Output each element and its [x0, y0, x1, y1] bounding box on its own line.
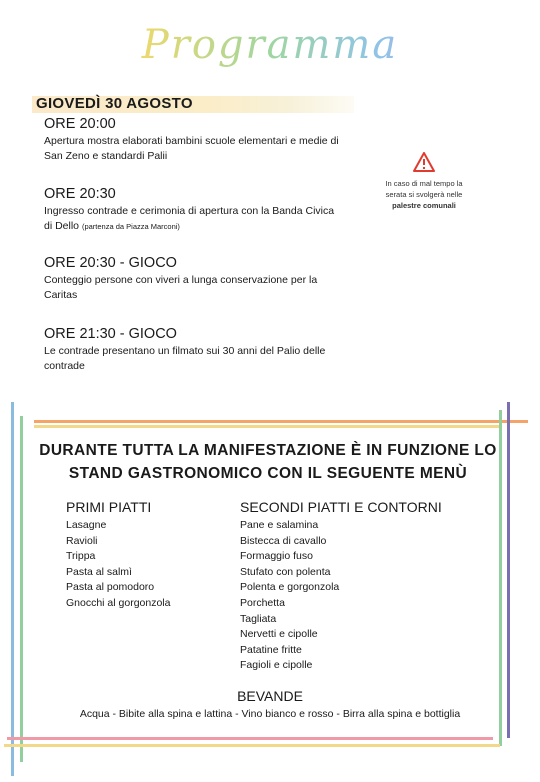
list-item: Pane e salamina [240, 519, 319, 531]
event-description: Apertura mostra elaborati bambini scuole elementari e medie di San Zeno e standardi Palii [44, 135, 339, 162]
list-item: Gnocchi al gorgonzola [66, 596, 171, 609]
list-item: Ravioli [66, 534, 98, 547]
decorative-line [7, 737, 493, 740]
list-item: Lasagne [66, 519, 107, 531]
event-item [44, 326, 344, 374]
list-item: Fagioli e cipolle [240, 659, 313, 672]
secondi-heading: SECONDI PIATTI E CONTORNI [240, 499, 442, 515]
list-item: Formaggio fuso [240, 550, 313, 563]
bevande-list: Acqua - Bibite alla spina e lattina - Vino bianco e rosso - Birra alla spina e bottiglia [79, 708, 461, 720]
event-item [44, 186, 344, 234]
event-description: Le contrade presentano un filmato sui 30 anni del Palio delle contrade [44, 345, 326, 372]
event-time: ORE 20:30 [44, 186, 116, 202]
event-time: ORE 20:00 [44, 116, 116, 132]
list-item: Patatine fritte [240, 643, 302, 656]
list-item: Stufato con polenta [240, 565, 331, 578]
bevande-heading: BEVANDE [237, 688, 303, 704]
list-item: Bistecca di cavallo [240, 534, 327, 547]
event-note: (partenza da Piazza Marconi) [81, 222, 180, 231]
notice-location: palestre comunali [392, 201, 456, 210]
event-time: ORE 20:30 - GIOCO [44, 255, 177, 271]
list-item: Porchetta [240, 596, 285, 609]
decorative-line [34, 425, 500, 428]
secondi-column [240, 499, 480, 674]
menu-heading: DURANTE TUTTA LA MANIFESTAZIONE È IN FUNZIONE LO STAND GASTRONOMICO CON IL SEGUENTE MENÙ [39, 442, 497, 482]
weather-notice [384, 152, 464, 211]
list-item: Polenta e gorgonzola [240, 581, 340, 594]
warning-triangle-icon [413, 152, 435, 172]
secondi-list [240, 518, 480, 674]
primi-heading: PRIMI PIATTI [66, 499, 152, 515]
decorative-line [34, 420, 528, 423]
event-item [44, 255, 344, 303]
primi-list [66, 518, 226, 612]
event-description: Ingresso contrade e cerimonia di apertura con la Banda Civica di Dello (partenza da Piazza Marconi) [44, 205, 335, 232]
event-description: Conteggio persone con viveri a lunga conservazione per la Caritas [44, 274, 318, 301]
primi-column [66, 499, 226, 612]
event-item [44, 116, 344, 164]
list-item: Nervetti e cipolle [240, 628, 318, 641]
list-item: Tagliata [240, 612, 277, 625]
notice-text: In caso di mal tempo la serata si svolgerà nelle [385, 179, 463, 199]
decorative-line [4, 744, 500, 747]
list-item: Pasta al pomodoro [66, 581, 155, 594]
list-item: Trippa [66, 550, 96, 563]
event-time: ORE 21:30 - GIOCO [44, 326, 177, 342]
day-heading: GIOVEDÌ 30 AGOSTO [36, 95, 193, 112]
list-item: Pasta al salmì [66, 565, 132, 578]
page-title: Programma [0, 22, 540, 68]
